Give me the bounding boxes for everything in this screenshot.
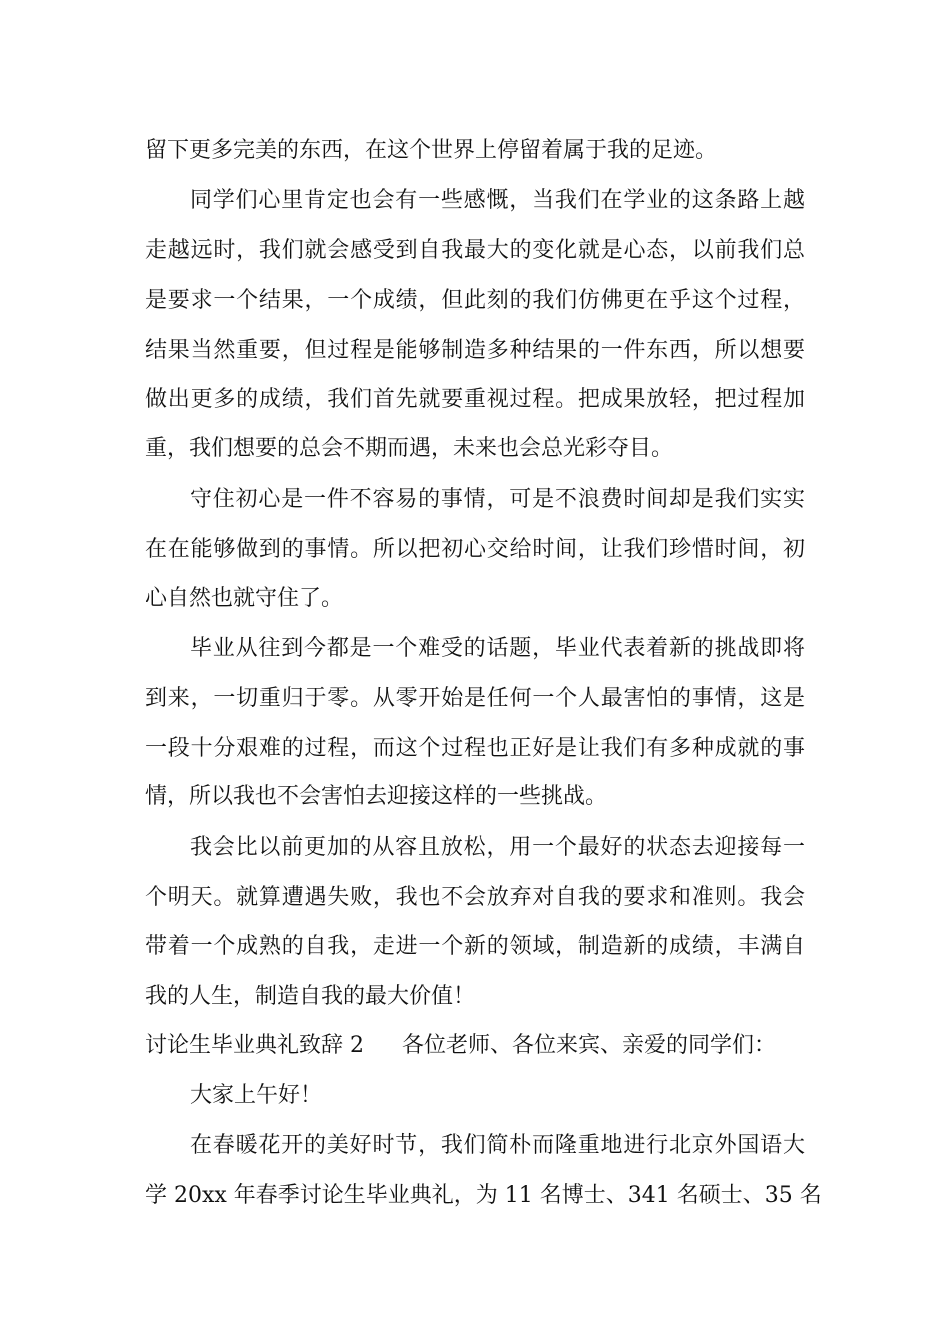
paragraph-first-line: 毕业从往到今都是一个难受的话题，毕业代表着新的挑战即将 [190,636,805,661]
text-line: 留下更多完美的东西，在这个世界上停留着属于我的足迹。 [145,138,718,163]
section-heading: 讨论生毕业典礼致辞 2 [145,1033,364,1058]
text-line: 我的人生，制造自我的最大价值！ [145,984,476,1009]
paragraph-first-line: 我会比以前更加的从容且放松，用一个最好的状态去迎接每一 [190,835,805,860]
text-line: 情，所以我也不会害怕去迎接这样的一些挑战。 [145,784,608,809]
text-line: 一段十分艰难的过程，而这个过程也正好是让我们有多种成就的事 [145,736,805,761]
text-line: 到来，一切重归于零。从零开始是任何一个人最害怕的事情，这是 [145,686,805,711]
salutation: 各位老师、各位来宾、亲爱的同学们： [402,1033,777,1058]
text-line: 学 20xx 年春季讨论生毕业典礼，为 11 名博士、341 名硕士、35 名 [145,1183,822,1208]
text-line: 带着一个成熟的自我，走进一个新的领域，制造新的成绩，丰满自 [145,934,805,959]
section-heading-row [145,1031,776,1061]
text-line: 个明天。就算遭遇失败，我也不会放弃对自我的要求和准则。我会 [145,885,805,910]
text-line: 走越远时，我们就会感受到自我最大的变化就是心态，以前我们总 [145,238,805,263]
text-line: 心自然也就守住了。 [145,586,344,611]
paragraph-first-line: 在春暖花开的美好时节，我们简朴而隆重地进行北京外国语大 [190,1133,805,1158]
paragraph-first-line: 守住初心是一件不容易的事情，可是不浪费时间却是我们实实 [190,487,805,512]
text-line: 做出更多的成绩，我们首先就要重视过程。把成果放轻，把过程加 [145,387,805,412]
text-line: 重，我们想要的总会不期而遇，未来也会总光彩夺目。 [145,436,674,461]
paragraph-first-line: 同学们心里肯定也会有一些感慨，当我们在学业的这条路上越 [190,188,805,213]
text-line: 结果当然重要，但过程是能够制造多种结果的一件东西，所以想要 [145,338,805,363]
text-line: 在在能够做到的事情。所以把初心交给时间，让我们珍惜时间，初 [145,537,805,562]
text-line: 是要求一个结果，一个成绩，但此刻的我们仿佛更在乎这个过程， [145,288,805,313]
greeting-line: 大家上午好！ [190,1083,323,1108]
